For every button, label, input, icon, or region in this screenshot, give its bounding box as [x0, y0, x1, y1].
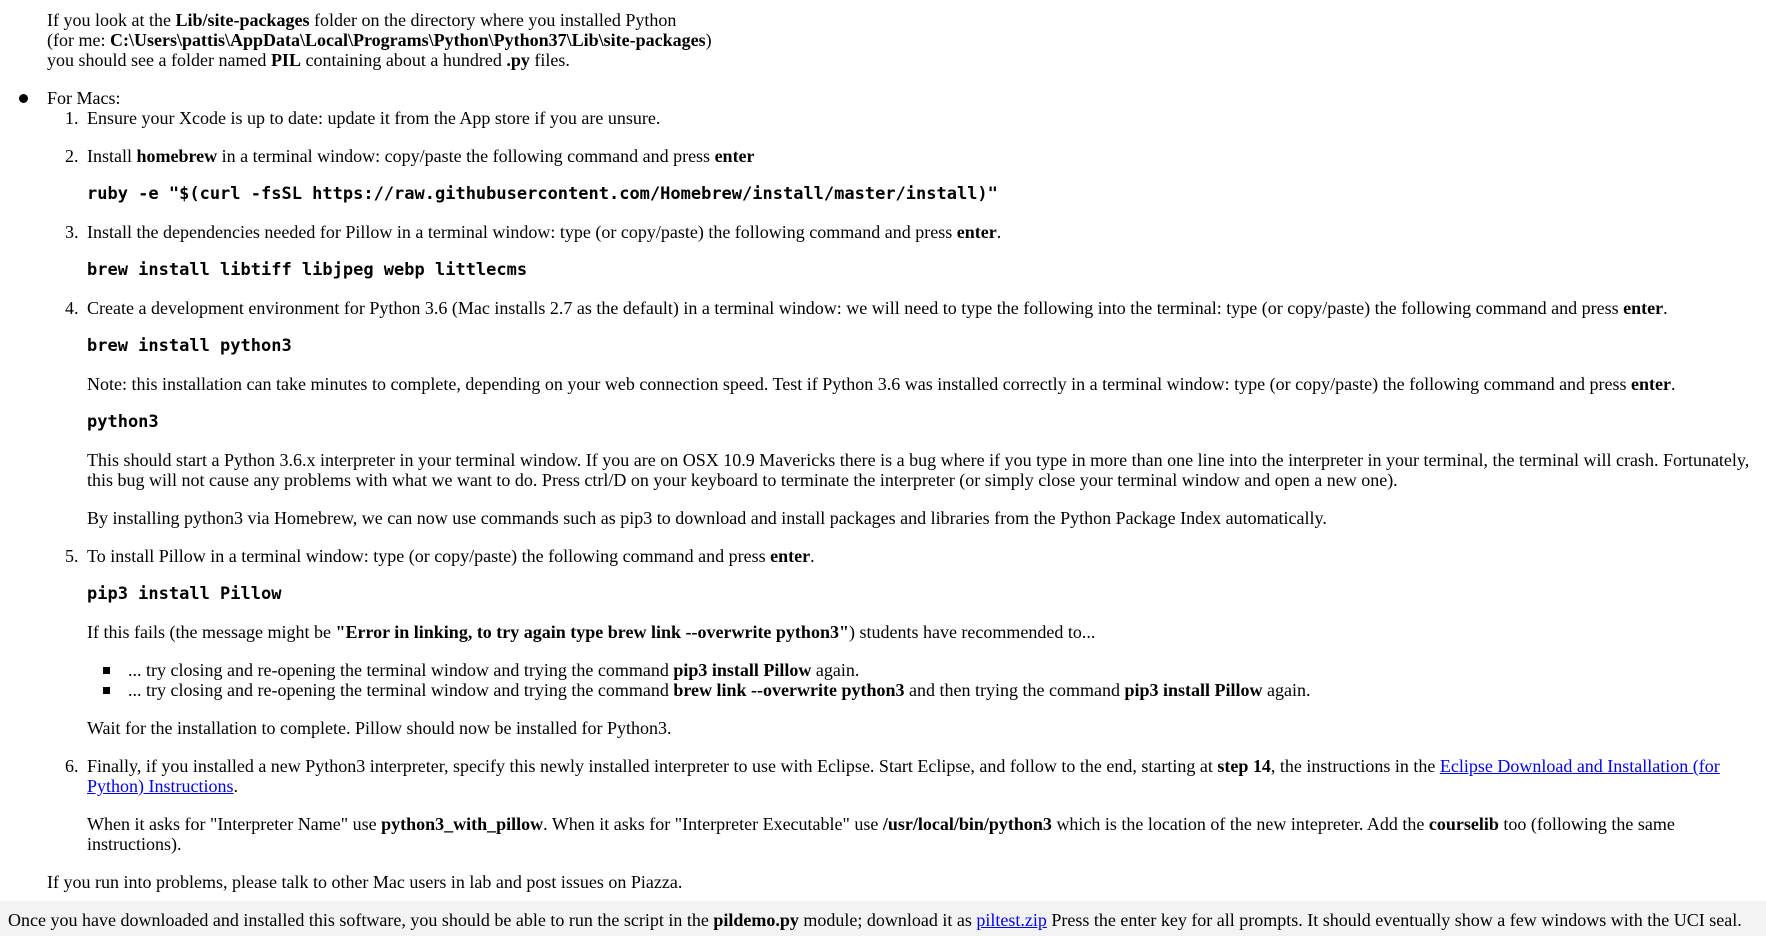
step-1: 1. Ensure your Xcode is up to date: update it from the App store if you are unsure.: [65, 108, 661, 128]
intro-line-3: you should see a folder named PIL containing about a hundred .py files.: [47, 50, 570, 70]
dependencies-command: brew install libtiff libjpeg webp littlecms: [87, 260, 528, 280]
intro-section: [47, 10, 1766, 70]
mac-section: [0, 88, 1766, 892]
homebrew-install-command: ruby -e "$(curl -fsSL https://raw.githubusercontent.com/Homebrew/install/master/install)": [87, 184, 998, 204]
step-2: 2. Install homebrew in a terminal window: copy/paste the following command and press enter ruby -e "$(curl -fsSL https://raw.githubusercontent.com/Homebrew/install/master/install)": [0, 146, 1766, 204]
step-5: 5. To install Pillow in a terminal window: type (or copy/paste) the following command and press enter. pip3 install Pillow If this fails (the message might be "Error in linking, to try again type brew link --overwrite python3") students have recommended to... ... try closing and re-opening the terminal window and trying the command pip3 install Pillow again. ... try closing and re-opening the terminal window and trying the command brew link --overwrite python3 and then trying the command pip3 install Pillow again. Wait for the installation to complete. Pillow should now be installed for Python3.: [0, 546, 1766, 738]
intro-line-2: (for me: C:\Users\pattis\AppData\Local\Programs\Python\Python37\Lib\site-packages): [47, 30, 712, 50]
pip3-install-command: pip3 install Pillow: [87, 584, 282, 604]
step-6: 6. Finally, if you installed a new Python3 interpreter, specify this newly installed interpreter to use with Eclipse. Start Eclipse, and follow to the end, starting at step 14, the instructions in the Eclipse Download and Installation (for Python) Instructions. When it asks for "Interpreter Name" use python3_with_pillow. When it asks for "Interpreter Executable" use /usr/local/bin/python3 which is the location of the new intepreter. Add the courselib too (following the same instructions).: [0, 756, 1766, 854]
site-packages-path: C:\Users\pattis\AppData\Local\Programs\Python\Python37\Lib\site-packages: [109, 30, 706, 50]
interpreter-settings-paragraph: When it asks for "Interpreter Name" use python3_with_pillow. When it asks for "Interpreter Executable" use /usr/local/bin/python3 which is the location of the new intepreter. Add the courselib too (following the same instructions).: [87, 814, 1675, 854]
install-note: Note: this installation can take minutes to complete, depending on your web connection speed. Test if Python 3.6 was installed correctly in a terminal window: type (or copy/paste) the following command and press enter.: [87, 374, 1676, 394]
interpreter-paragraph: This should start a Python 3.6.x interpreter in your terminal window. If you are on OSX 10.9 Mavericks there is a bug where if you type in more than one line into the interpreter in your terminal, the terminal will crash. Fortunately, this bug will not cause any problems with what we want to do. Press ctrl/D on your keyboard to terminate the interpreter (or simply close your terminal window and open a new one).: [87, 450, 1750, 490]
step-3: 3. Install the dependencies needed for Pillow in a terminal window: type (or copy/paste) the following command and press enter. brew install libtiff libjpeg webp littlecms: [0, 222, 1766, 280]
mac-title: For Macs:: [47, 88, 121, 108]
python3-command: python3: [87, 412, 159, 432]
failure-note: If this fails (the message might be "Error in linking, to try again type brew link --overwrite python3") students have recommended to...: [87, 622, 1096, 642]
list-item: ... try closing and re-opening the terminal window and trying the command pip3 install Pillow again.: [87, 660, 1758, 680]
homebrew-paragraph: By installing python3 via Homebrew, we can now use commands such as pip3 to download and install packages and libraries from the Python Package Index automatically.: [87, 508, 1327, 528]
mac-steps-list: [0, 108, 1766, 854]
mac-problems-note: If you run into problems, please talk to other Mac users in lab and post issues on Piazza.: [47, 872, 683, 892]
step-4: 4. Create a development environment for Python 3.6 (Mac installs 2.7 as the default) in a terminal window: we will need to type the following into the terminal: type (or copy/paste) the following command and press enter. brew install python3 Note: this installation can take minutes to complete, depending on your web connection speed. Test if Python 3.6 was installed correctly in a terminal window: type (or copy/paste) the following command and press enter. python3 This should start a Python 3.6.x interpreter in your terminal window. If you are on OSX 10.9 Mavericks there is a bug where if you type in more than one line into the interpreter in your terminal, the terminal will crash. Fortunately, this bug will not cause any problems with what we want to do. Press ctrl/D on your keyboard to terminate the interpreter (or simply close your terminal window and open a new one). By installing python3 via Homebrew, we can now use commands such as pip3 to download and install packages and libraries from the Python Package Index automatically.: [0, 298, 1766, 528]
piltest-zip-link[interactable]: piltest.zip: [976, 910, 1047, 930]
pildemo-module-label: pildemo.py: [713, 910, 799, 930]
python3-install-command: brew install python3: [87, 336, 292, 356]
footer-bar: Once you have downloaded and installed this software, you should be able to run the script in the pildemo.py module; download it as piltest.zip Press the enter key for all prompts. It should eventually show a few windows with the UCI seal.: [0, 901, 1766, 936]
eclipse-instructions-link[interactable]: Eclipse Download and Installation (for Python) Instructions: [87, 756, 1720, 796]
square-bullet-icon: [103, 667, 110, 674]
intro-line-1: If you look at the Lib/site-packages folder on the directory where you installed Python: [47, 10, 677, 30]
wait-note: Wait for the installation to complete. Pillow should now be installed for Python3.: [87, 718, 672, 738]
list-item: ... try closing and re-opening the terminal window and trying the command brew link --overwrite python3 and then trying the command pip3 install Pillow again.: [87, 680, 1758, 700]
bullet-icon: [19, 94, 28, 103]
square-bullet-icon: [103, 687, 110, 694]
site-packages-label: Lib/site-packages: [175, 10, 310, 30]
tips-list: [87, 660, 1758, 700]
